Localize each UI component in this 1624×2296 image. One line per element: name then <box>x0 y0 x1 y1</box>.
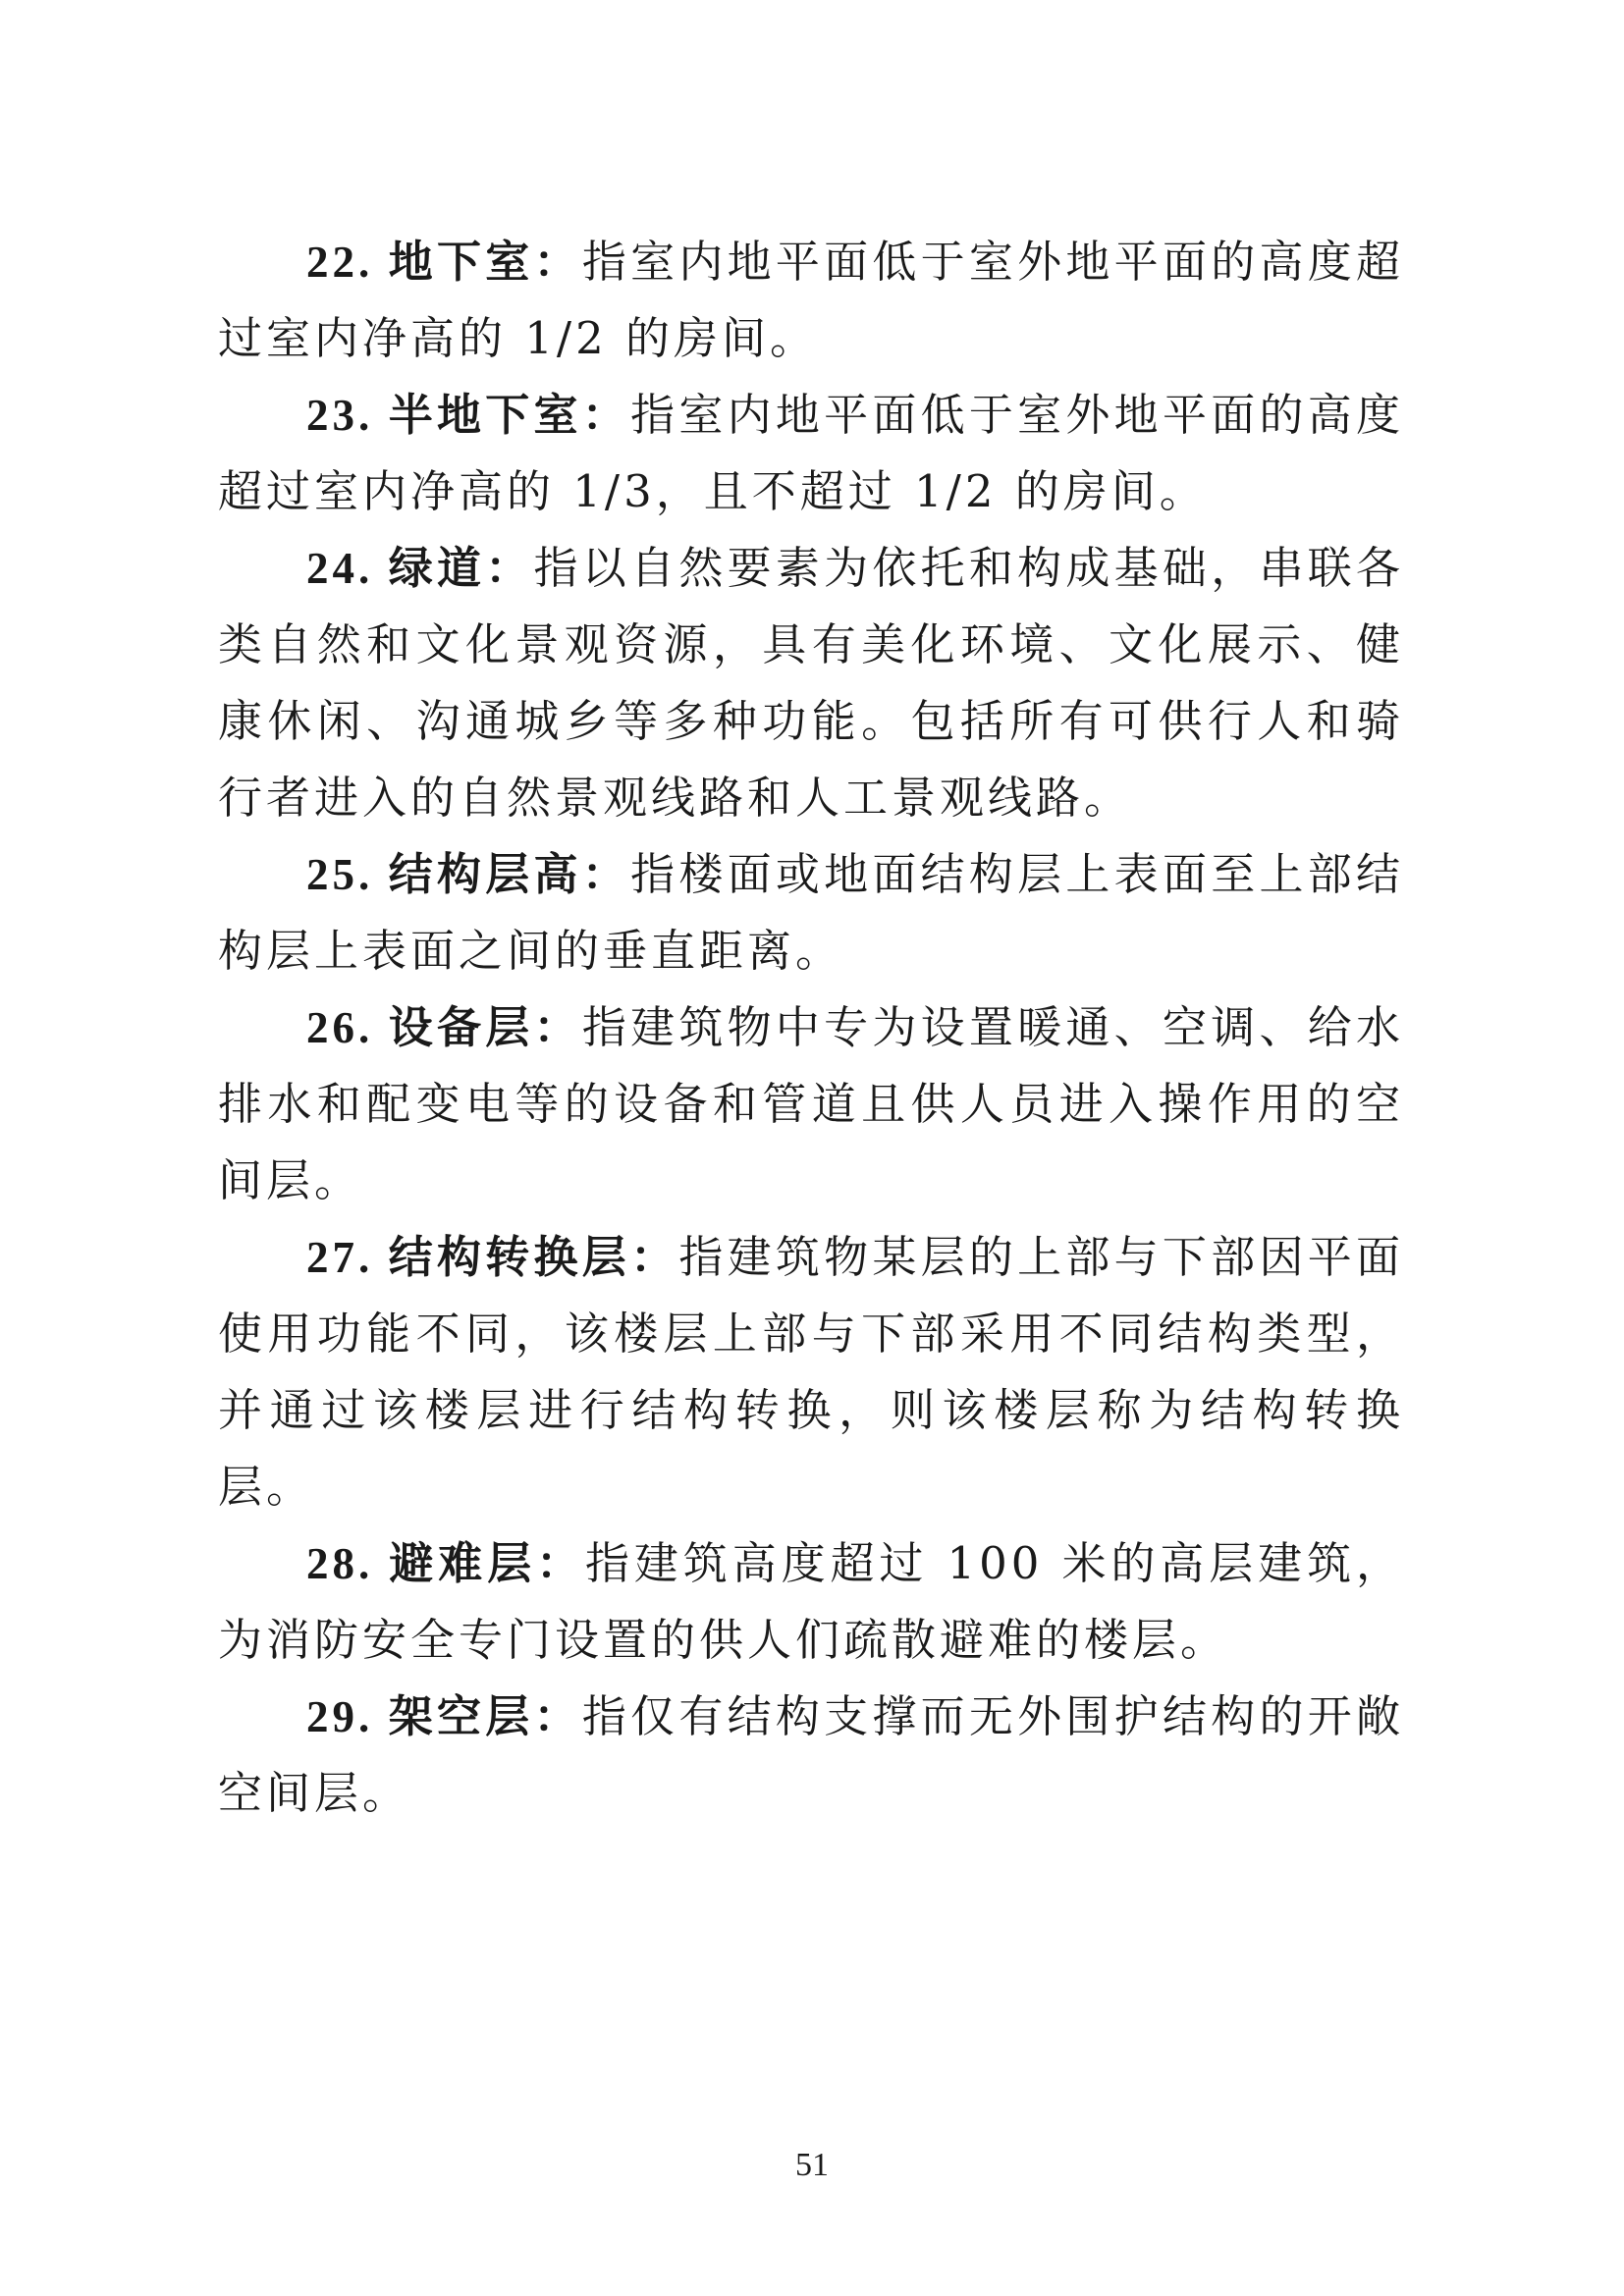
page-number: 51 <box>795 2147 829 2183</box>
definition-item <box>218 1679 1404 1832</box>
definition-term: 29. 架空层： <box>306 1692 582 1741</box>
definition-text: 指仅有结构支撑而无外围护结构的开敞空间层。 <box>218 1690 1404 1819</box>
definition-item <box>218 1219 1404 1525</box>
definition-text: 指室内地平面低于室外地平面的高度超过室内净高的 1/3，且不超过 1/2 的房间。 <box>218 389 1404 517</box>
definition-term: 24. 绿道： <box>306 544 534 593</box>
definition-item <box>218 530 1404 836</box>
definition-text: 指建筑物中专为设置暖通、空调、给水排水和配变电等的设备和管道且供人员进入操作用的空间层。 <box>218 1001 1404 1206</box>
definition-text: 指以自然要素为依托和构成基础，串联各类自然和文化景观资源，具有美化环境、文化展示、健康休闲、沟通城乡等多种功能。包括所有可供行人和骑行者进入的自然景观线路和人工景观线路。 <box>218 542 1404 824</box>
definition-term: 23. 半地下室： <box>306 391 631 440</box>
definition-text: 指建筑高度超过 100 米的高层建筑，为消防安全专门设置的供人们疏散避难的楼层。 <box>218 1537 1404 1666</box>
definition-text: 指室内地平面低于室外地平面的高度超过室内净高的 1/2 的房间。 <box>218 236 1404 364</box>
document-body <box>218 224 1404 1832</box>
definition-text: 指楼面或地面结构层上表面至上部结构层上表面之间的垂直距离。 <box>218 848 1404 977</box>
definition-item <box>218 224 1404 377</box>
definition-term: 27. 结构转换层： <box>306 1233 679 1282</box>
definition-term: 25. 结构层高： <box>306 850 631 899</box>
definition-item <box>218 989 1404 1219</box>
definition-term: 28. 避难层： <box>306 1539 585 1588</box>
definition-item <box>218 836 1404 989</box>
definition-text: 指建筑物某层的上部与下部因平面使用功能不同，该楼层上部与下部采用不同结构类型，并通过该楼层进行结构转换，则该楼层称为结构转换层。 <box>218 1231 1404 1513</box>
definition-term: 22. 地下室： <box>306 238 582 287</box>
definition-item <box>218 1525 1404 1679</box>
definition-term: 26. 设备层： <box>306 1003 582 1052</box>
definition-item <box>218 377 1404 530</box>
